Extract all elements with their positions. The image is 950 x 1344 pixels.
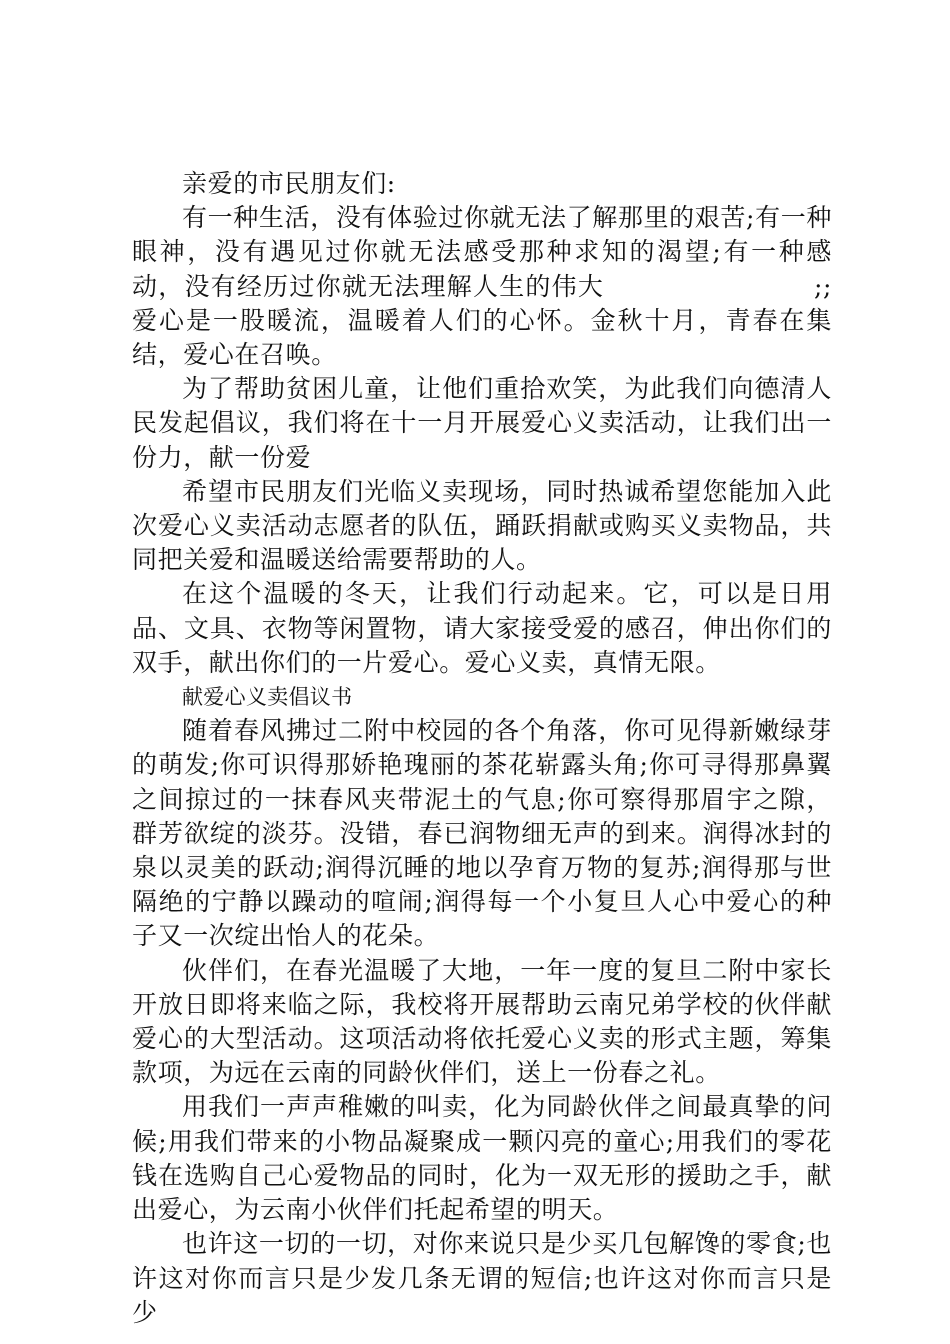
salutation: 亲爱的市民朋友们: <box>182 169 396 198</box>
paragraph-1: 有一种生活，没有体验过你就无法了解那里的艰苦;有一种眼神，没有遇见过你就无法感受那种求知的渴望;有一种感动，没有经历过你就无法理解人生的伟大 ;;爱心是一股暖流，温暖着人们的心怀。金秋十月，青春在集结，爱心在召唤。 <box>132 203 832 370</box>
paragraph-2: 为了帮助贫困儿童，让他们重拾欢笑，为此我们向德清人民发起倡议，我们将在十一月开展爱心义卖活动，让我们出一份力，献一份爱 <box>132 374 832 472</box>
paragraph-8: 也许这一切的一切，对你来说只是少买几包解馋的零食;也许这对你而言只是少发几条无谓的短信;也许这对你而言只是少 <box>132 1229 832 1327</box>
paragraph-5: 随着春风拂过二附中校园的各个角落，你可见得新嫩绿芽的萌发;你可识得那娇艳瑰丽的茶花崭露头角;你可寻得那鼻翼之间掠过的一抹春风夹带泥土的气息;你可察得那眉宇之隙，群芳欲绽的淡芬。没错，春已润物细无声的到来。润得冰封的泉以灵美的跃动;润得沉睡的地以孕育万物的复苏;润得那与世隔绝的宁静以躁动的喧闹;润得每一个小复旦人心中爱心的种子又一次绽出怡人的花朵。 <box>132 716 832 951</box>
document-body <box>132 167 832 1330</box>
paragraph-7: 用我们一声声稚嫩的叫卖，化为同龄伙伴之间最真挚的问候;用我们带来的小物品凝聚成一颗闪亮的童心;用我们的零花钱在选购自己心爱物品的同时，化为一双无形的援助之手，献出爱心，为云南小伙伴们托起希望的明天。 <box>132 1092 832 1225</box>
section-heading: 献爱心义卖倡议书 <box>182 685 353 710</box>
paragraph-6: 伙伴们，在春光温暖了大地，一年一度的复旦二附中家长开放日即将来临之际，我校将开展帮助云南兄弟学校的伙伴献爱心的大型活动。这项活动将依托爱心义卖的形式主题，筹集款项，为远在云南的同龄伙伴们，送上一份春之礼。 <box>132 955 832 1088</box>
paragraph-3: 希望市民朋友们光临义卖现场，同时热诚希望您能加入此次爱心义卖活动志愿者的队伍，踊跃捐献或购买义卖物品，共同把关爱和温暖送给需要帮助的人。 <box>132 476 832 575</box>
paragraph-4: 在这个温暖的冬天，让我们行动起来。它，可以是日用品、文具、衣物等闲置物，请大家接受爱的感召，伸出你们的双手，献出你们的一片爱心。爱心义卖，真情无限。 <box>132 579 832 677</box>
